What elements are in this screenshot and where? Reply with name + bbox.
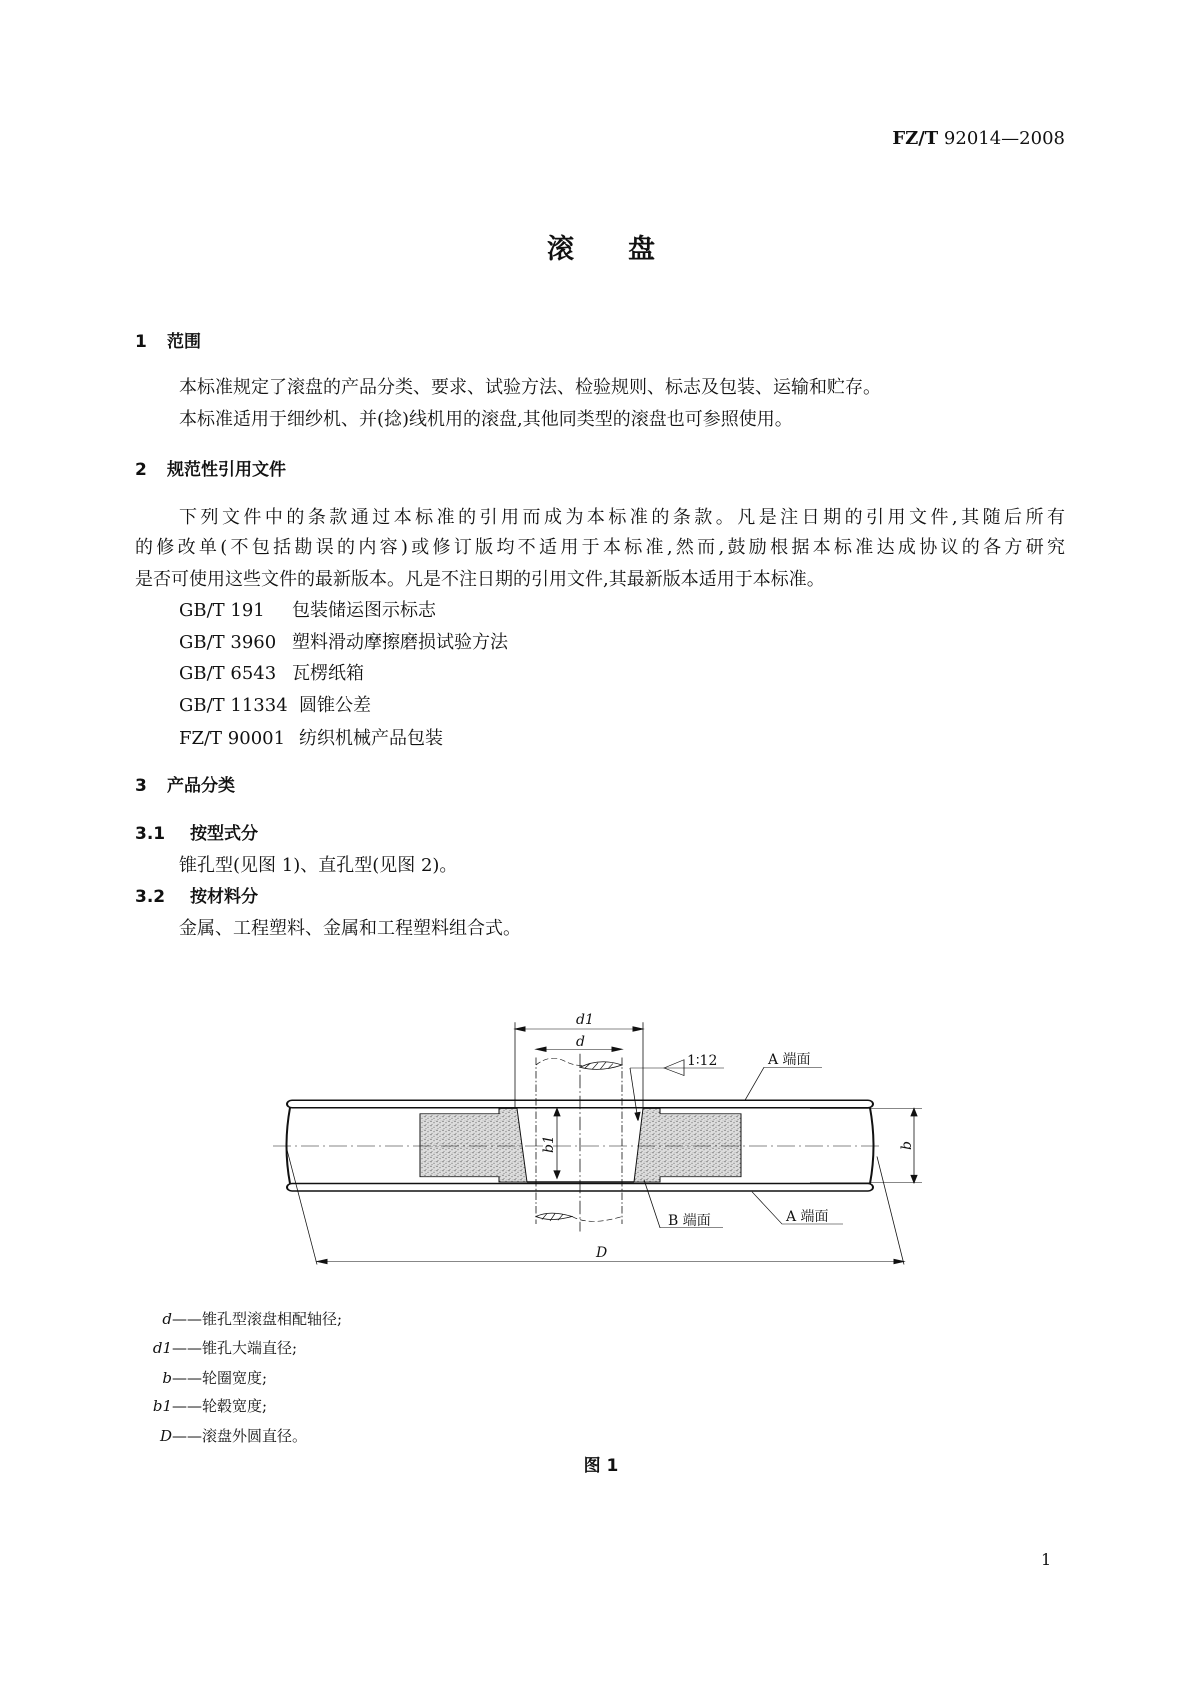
legend-item [112,1338,297,1358]
legend-item [112,1368,267,1388]
section-number: 2 [135,460,147,480]
label-taper: 1∶12 [687,1053,718,1069]
label-b: b [899,1141,915,1150]
paragraph-line: 是否可使用这些文件的最新版本。凡是不注日期的引用文件,其最新版本适用于本标准。 [135,569,825,590]
legend-text: ——轮毂宽度; [172,1397,268,1415]
section-title: 范围 [167,332,201,352]
reference-code: GB/T 11334 [179,695,288,716]
subsection-number: 3.1 [135,824,166,844]
page-number: 1 [1041,1550,1052,1569]
reference-item [179,663,364,685]
legend-text: ——锥孔大端直径; [172,1339,298,1357]
reference-code: GB/T 3960 [179,632,277,653]
reference-code: FZ/T 90001 [179,728,286,749]
label-b1: b1 [541,1135,557,1153]
legend-symbol: d1 [152,1339,172,1357]
hub-left [420,1109,527,1183]
label-d1: d1 [576,1012,594,1028]
reference-title: 纺织机械产品包装 [299,728,443,749]
label-d: d [576,1034,585,1050]
reference-code: GB/T 191 [179,600,265,621]
paragraph: 锥孔型(见图 1)、直孔型(见图 2)。 [179,855,458,876]
legend-text: ——轮圈宽度; [172,1369,268,1387]
reference-item [179,632,508,654]
paragraph: 本标准适用于细纱机、并(捻)线机用的滚盘,其他同类型的滚盘也可参照使用。 [179,409,793,430]
paragraph: 金属、工程塑料、金属和工程塑料组合式。 [179,918,521,939]
standard-code-prefix: FZ/T [892,128,939,149]
paragraph-line: 的修改单(不包括勘误的内容)或修订版均不适用于本标准,然而,鼓励根据本标准达成协议的各方研究 [135,537,1065,558]
legend-item [112,1396,267,1416]
legend-symbol: D [159,1427,172,1445]
label-a-face-bottom: A 端面 [786,1209,829,1225]
legend-symbol: b [162,1369,172,1387]
section-1-heading [135,331,201,353]
reference-item [179,600,436,622]
reference-title: 塑料滑动摩擦磨损试验方法 [292,632,508,653]
reference-item [179,728,443,750]
legend-text: ——锥孔型滚盘相配轴径; [172,1310,343,1328]
reference-title: 包装储运图示标志 [292,600,436,621]
reference-code: GB/T 6543 [179,663,277,684]
subsection-title: 按型式分 [190,824,258,844]
section-number: 3 [135,776,147,796]
paragraph: 本标准规定了滚盘的产品分类、要求、试验方法、检验规则、标志及包装、运输和贮存。 [179,377,881,398]
figure-caption: 图 1 [583,1456,619,1476]
standard-code [892,128,1065,150]
legend-item [112,1309,342,1329]
label-a-face-top: A 端面 [768,1052,811,1068]
section-title: 规范性引用文件 [167,460,286,480]
reference-item [179,695,371,717]
legend-symbol: d [162,1310,172,1328]
section-2-heading [135,459,286,481]
legend-text: ——滚盘外圆直径。 [172,1427,308,1445]
reference-title: 瓦楞纸箱 [292,663,364,684]
subsection-3-2-heading [135,886,258,908]
page-title: 滚 盘 [547,234,655,265]
subsection-number: 3.2 [135,887,166,907]
label-b-face: B 端面 [668,1213,711,1229]
section-title: 产品分类 [167,776,235,796]
reference-title: 圆锥公差 [299,695,371,716]
paragraph-line: 下列文件中的条款通过本标准的引用而成为本标准的条款。凡是注日期的引用文件,其随后所有 [179,507,1065,528]
subsection-3-1-heading [135,823,258,845]
legend-symbol: b1 [152,1397,172,1415]
subsection-title: 按材料分 [190,887,258,907]
legend-item [112,1426,307,1446]
section-number: 1 [135,332,147,352]
label-D: D [596,1245,608,1261]
standard-code-number: 92014—2008 [938,128,1065,149]
figure-1-drawing [250,990,950,1280]
section-3-heading [135,775,235,797]
hub-right [634,1109,741,1183]
